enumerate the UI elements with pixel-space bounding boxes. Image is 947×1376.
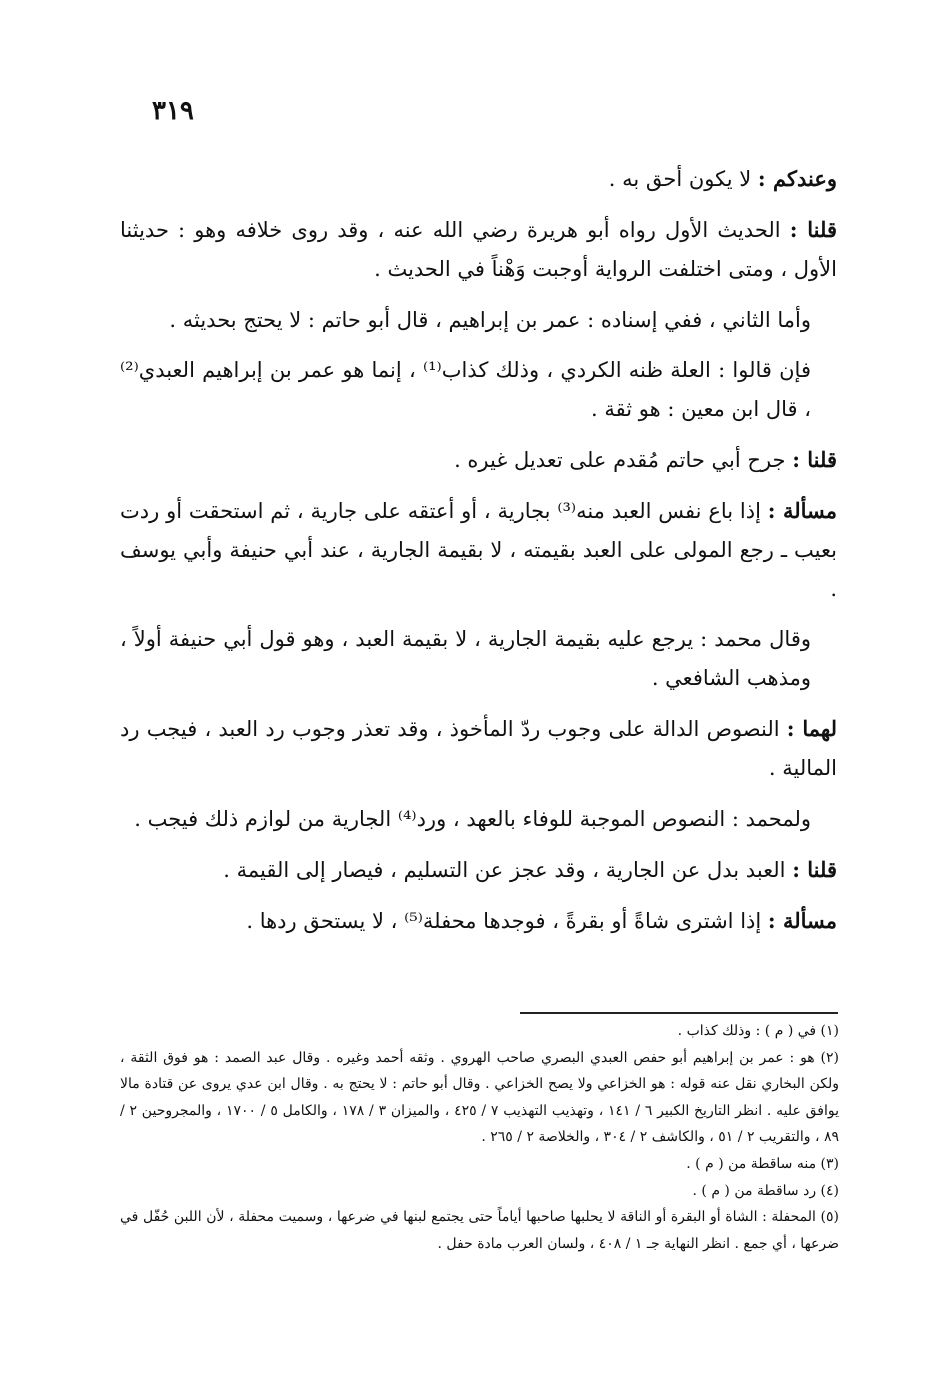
paragraph-lead: مسألة : [767, 907, 837, 933]
paragraph [120, 710, 837, 788]
paragraph-text: إذا اشترى شاةً أو بقرةً ، فوجدها محفلة⁽⁵⁾ ، لا يستحق ردها . [246, 908, 768, 933]
paragraph-text: ولمحمد : النصوص الموجبة للوفاء بالعهد ، ورد⁽⁴⁾ الجارية من لوازم ذلك فيجب . [134, 806, 811, 831]
paragraph-text: الحديث الأول رواه أبو هريرة رضي الله عنه ، وقد روى خلافه وهو : حديثنا الأول ، ومتى اختلفت الرواية أوجبت وَهْناً في الحديث . [120, 217, 837, 281]
paragraph [120, 211, 837, 289]
paragraph-lead: لهما : [786, 716, 837, 742]
paragraph [120, 620, 837, 698]
paragraph-text: لا يكون أحق به . [608, 167, 758, 191]
paragraph-lead: قلنا : [792, 447, 837, 473]
paragraph [120, 851, 837, 890]
paragraph-masala [120, 492, 837, 609]
page-number: ٣١٩ [152, 96, 194, 126]
footnote: (٣) منه ساقطة من ( م ) . [686, 1155, 839, 1172]
paragraph-text: إذا باع نفس العبد منه⁽³⁾ بجارية ، أو أعتقه على جارية ، ثم استحقت أو ردت بعيب ـ رجع المولى على العبد بقيمته ، لا بقيمة الجارية ، عند أبي حنيفة وأبي يوسف . [120, 498, 837, 601]
paragraph [120, 301, 837, 340]
paragraph-text: وقال محمد : يرجع عليه بقيمة الجارية ، لا بقيمة العبد ، وهو قول أبي حنيفة أولاً ، ومذهب الشافعي . [120, 627, 812, 691]
paragraph [120, 351, 837, 429]
paragraph-text: جرح أبي حاتم مُقدم على تعديل غيره . [454, 448, 793, 473]
paragraph-lead: قلنا : [792, 856, 837, 882]
paragraph-text: النصوص الدالة على وجوب ردّ المأخوذ ، وقد تعذر وجوب رد العبد ، فيجب رد المالية . [120, 717, 837, 780]
paragraph-text: العبد بدل عن الجارية ، وقد عجز عن التسليم ، فيصار إلى القيمة . [223, 857, 793, 882]
paragraph-text: فإن قالوا : العلة ظنه الكردي ، وذلك كذاب⁽¹⁾ ، إنما هو عمر بن إبراهيم العبدي⁽²⁾ ، قال ابن معين : هو ثقة . [120, 358, 811, 422]
paragraph [120, 800, 837, 839]
paragraph-lead: مسألة : [767, 497, 837, 523]
paragraph [120, 441, 837, 480]
footnote-divider [520, 1012, 838, 1014]
footnote: (٢) هو : عمر بن إبراهيم أبو حفص العبدي البصري صاحب الهروي . وثقه أحمد وغيره . وقال عبد الصمد : هو فوق الثقة ، ولكن البخاري نقل عنه قوله : هو الخزاعي ولا يصح الخزاعي . وقال أبو حاتم : لا يحتج به . وقال ابن عدي يروى عن قتادة مالا يوافق عليه . انظر التاريخ الكبير ٦ / ١٤١ ، وتهذيب التهذيب ٧ / ٤٢٥ ، والميزان ٣ / ١٧٨ ، والكامل ٥ / ١٧٠٠ ، والمجروحين ٢ / ٨٩ ، والتقريب ٢ / ٥١ ، والكاشف ٢ / ٣٠٤ ، والخلاصة ٢ / ٢٦٥ . [120, 1049, 840, 1146]
main-text [120, 160, 837, 952]
paragraph-masala [120, 902, 837, 941]
footnote: (١) في ( م ) : وذلك كذاب . [677, 1023, 839, 1039]
paragraph-lead: وعندكم : [757, 166, 837, 191]
paragraph-text: وأما الثاني ، ففي إسناده : عمر بن إبراهيم ، قال أبو حاتم : لا يحتج بحديثه . [169, 307, 811, 332]
paragraph-lead: قلنا : [789, 216, 837, 242]
footnote: (٥) المحفلة : الشاة أو البقرة أو الناقة لا يحلبها صاحبها أياماً حتى يجتمع لبنها في ضرعها ، وسميت محفلة ، لأن اللبن حُفّل في ضرعها ، أي جمع . انظر النهاية جـ ١ / ٤٠٨ ، ولسان العرب مادة حفل . [120, 1209, 839, 1252]
paragraph-intro [120, 160, 837, 199]
footnotes [120, 1018, 839, 1257]
footnote: (٤) رد ساقطة من ( م ) . [692, 1182, 839, 1199]
